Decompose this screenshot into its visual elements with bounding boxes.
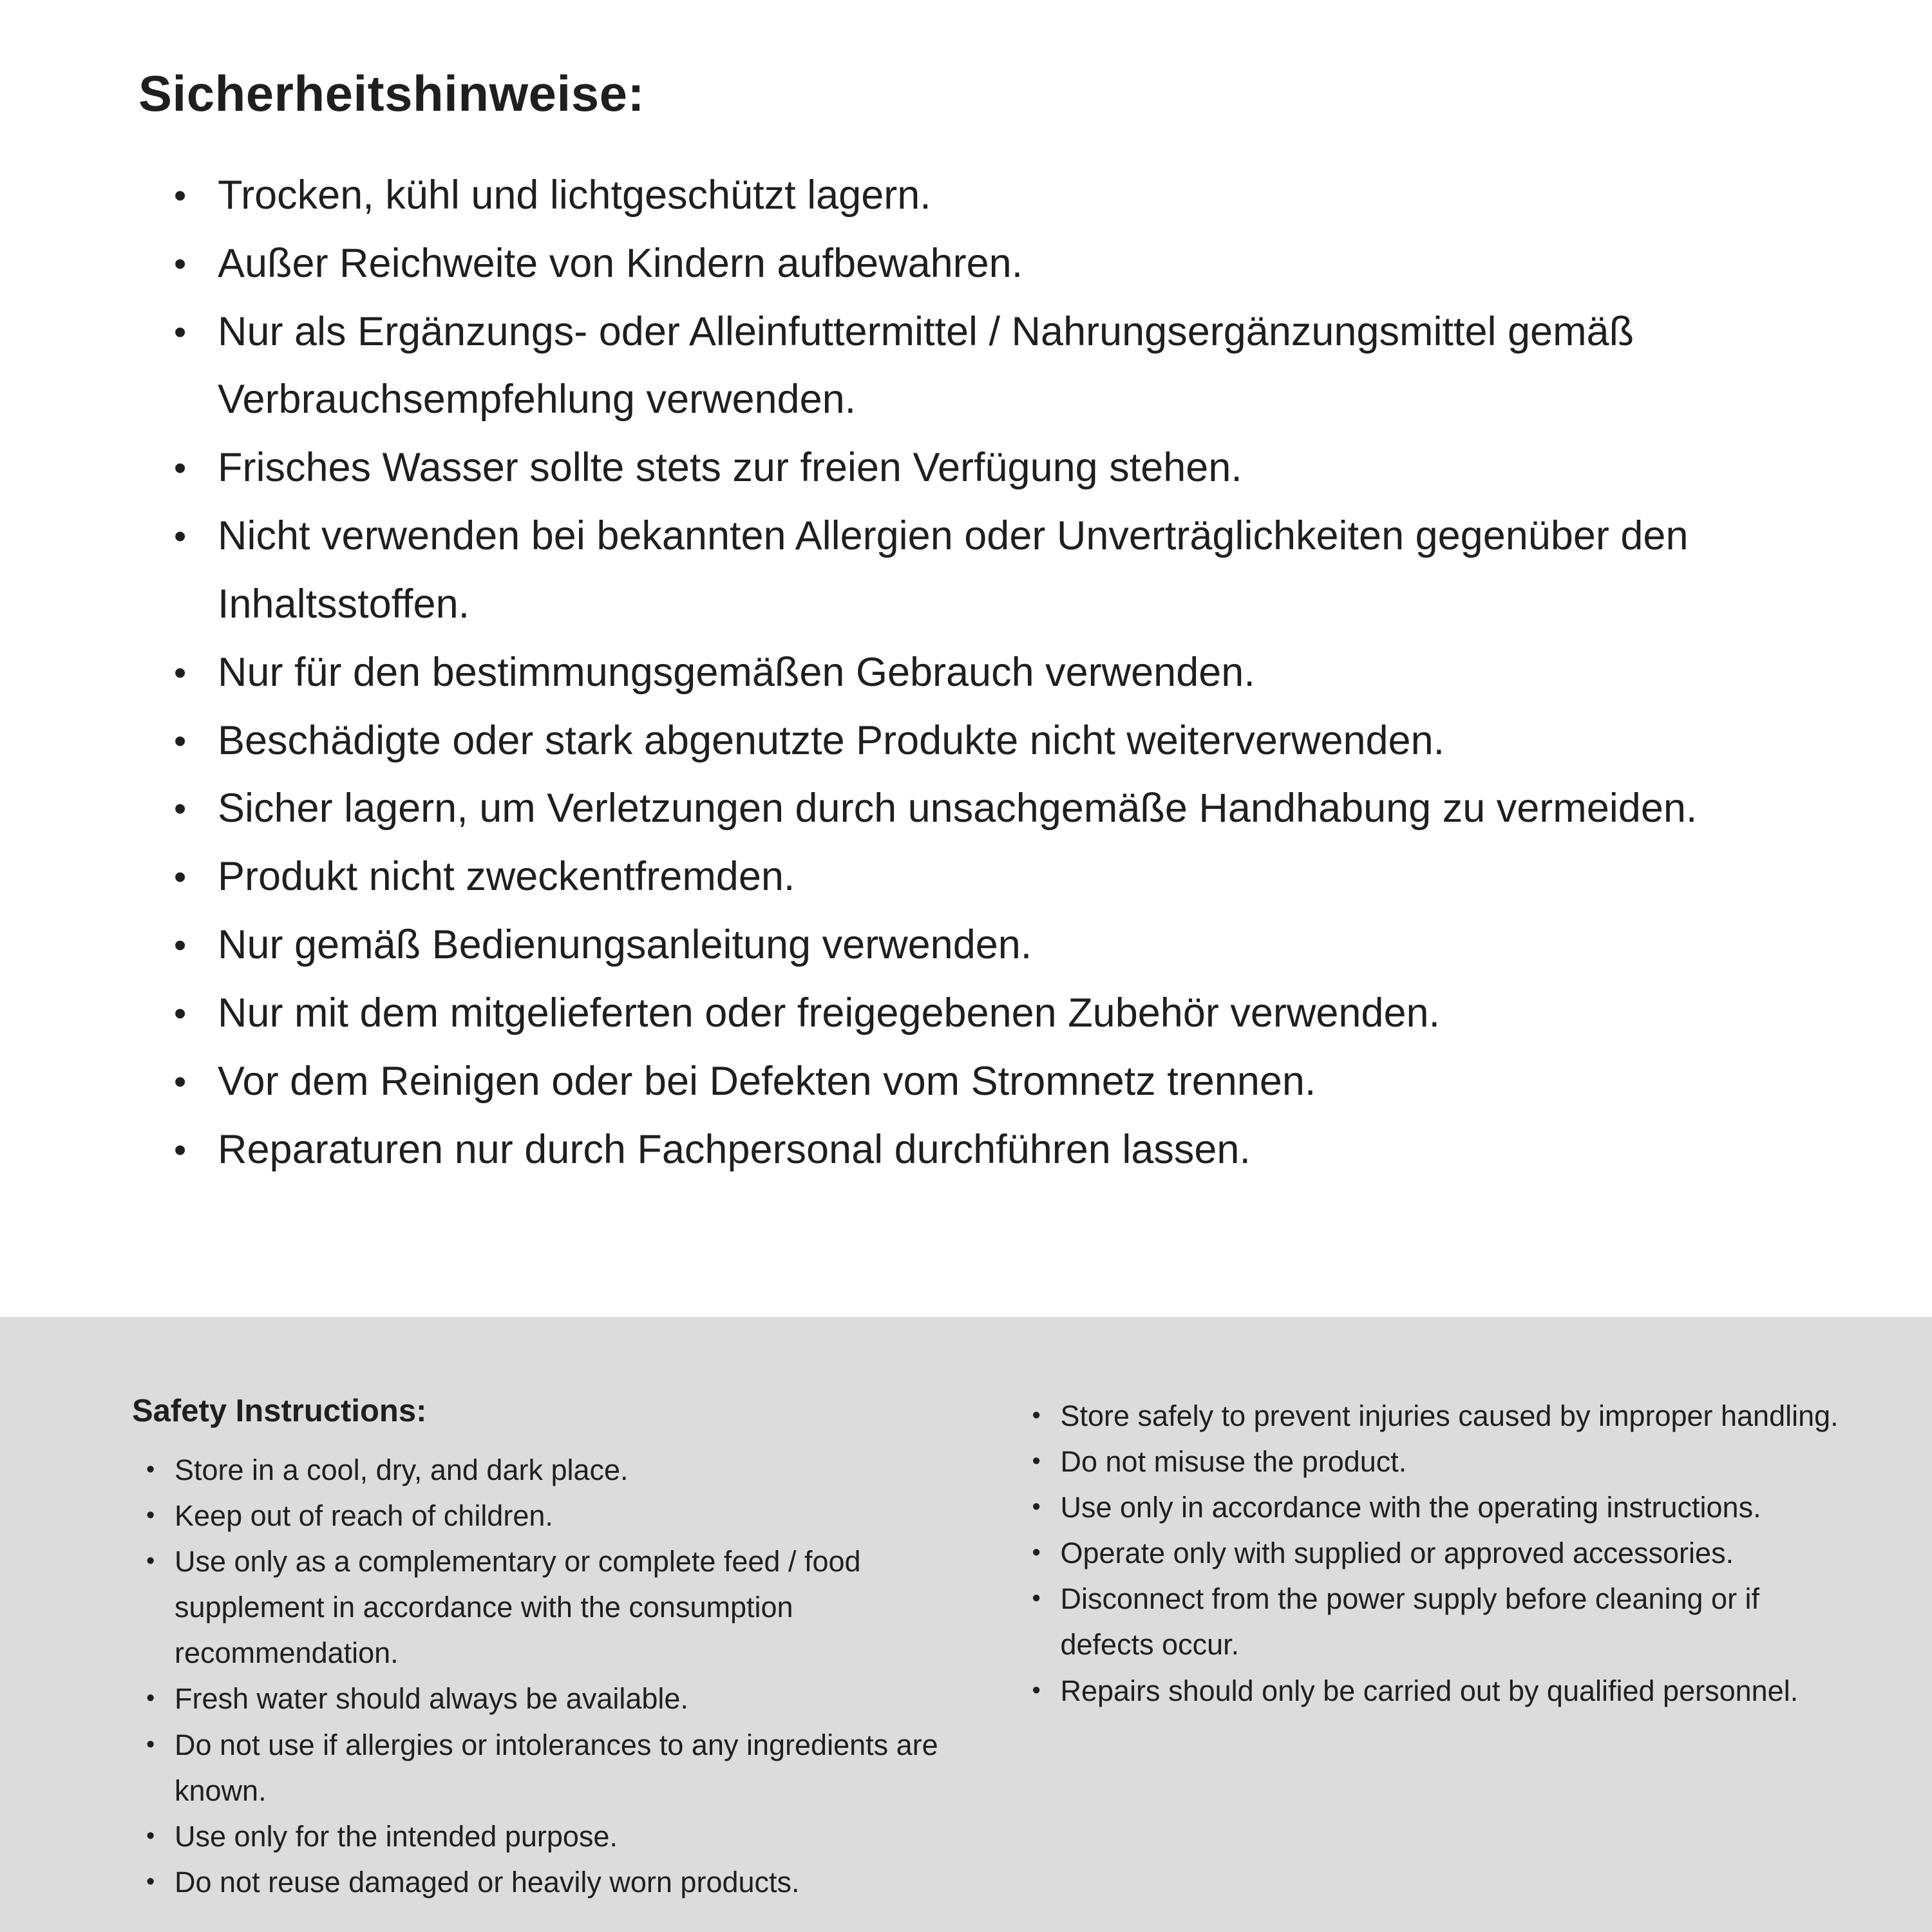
list-item (1032, 1530, 1849, 1576)
list-item-text: Vor dem Reinigen oder bei Defekten vom Stromnetz trennen. (218, 1058, 1316, 1104)
list-item (174, 162, 1816, 230)
bullet-icon: • (146, 1685, 155, 1712)
english-right-bullet-list (1032, 1393, 1849, 1714)
bullet-icon: • (146, 1548, 155, 1575)
list-item (174, 707, 1816, 775)
list-item (146, 1447, 949, 1493)
list-item-text: Trocken, kühl und lichtgeschützt lagern. (218, 173, 931, 218)
english-safety-section (0, 1317, 1932, 1932)
list-item-text: Keep out of reach of children. (175, 1499, 553, 1533)
bullet-icon: • (1032, 1448, 1041, 1475)
bullet-icon: • (146, 1456, 155, 1483)
list-item (174, 434, 1816, 502)
english-section-title: Safety Instructions: (132, 1394, 427, 1428)
bullet-icon: • (174, 720, 187, 761)
list-item-text: Nur gemäß Bedienungsanleitung verwenden. (218, 922, 1032, 968)
english-right-column (1032, 1393, 1849, 1932)
bullet-icon: • (174, 311, 187, 352)
bullet-icon: • (174, 788, 187, 829)
list-item (174, 298, 1816, 435)
bullet-icon: • (146, 1868, 155, 1895)
bullet-icon: • (146, 1730, 155, 1758)
bullet-icon: • (174, 925, 187, 965)
list-item (146, 1859, 949, 1905)
list-item-text: Nicht verwenden bei bekannten Allergien oder Unverträglichkeiten gegenüber den Inhaltsstoffen. (218, 513, 1689, 627)
list-item-text: Nur mit dem mitgelieferten oder freigegebenen Zubehör verwenden. (218, 990, 1441, 1036)
bullet-icon: • (1032, 1539, 1041, 1567)
english-left-column (132, 1393, 949, 1932)
bullet-icon: • (1032, 1402, 1041, 1429)
list-item-text: Außer Reichweite von Kindern aufbewahren. (218, 240, 1023, 286)
list-item (174, 502, 1816, 639)
list-item (174, 775, 1816, 843)
english-left-bullet-list (132, 1447, 949, 1905)
bullet-icon: • (174, 175, 187, 215)
bullet-icon: • (174, 992, 187, 1033)
list-item-text: Nur für den bestimmungsgemäßen Gebrauch verwenden. (218, 649, 1255, 695)
list-item-text: Operate only with supplied or approved accessories. (1060, 1537, 1734, 1570)
list-item-text: Disconnect from the power supply before cleaning or if defects occur. (1060, 1582, 1760, 1662)
list-item (1032, 1439, 1849, 1484)
list-item-text: Do not use if allergies or intolerances to any ingredients are known. (175, 1728, 938, 1807)
list-item (146, 1493, 949, 1539)
list-item-text: Nur als Ergänzungs- oder Alleinfuttermittel / Nahrungsergänzungsmittel gemäß Verbrauchsempfehlung verwenden. (218, 308, 1634, 422)
list-item-text: Use only as a complementary or complete feed / food supplement in accordance with the consumption recommendation. (175, 1545, 861, 1670)
list-item-text: Do not misuse the product. (1060, 1445, 1407, 1479)
list-item (174, 230, 1816, 298)
bullet-icon: • (146, 1822, 155, 1850)
bullet-icon: • (174, 516, 187, 556)
list-item (146, 1539, 949, 1676)
german-bullet-list (138, 162, 1816, 1184)
list-item-text: Use only for the intended purpose. (175, 1819, 618, 1853)
list-item (146, 1676, 949, 1721)
list-item-text: Reparaturen nur durch Fachpersonal durchführen lassen. (218, 1126, 1251, 1172)
bullet-icon: • (174, 1061, 187, 1101)
list-item (146, 1722, 949, 1814)
list-item-text: Store in a cool, dry, and dark place. (175, 1454, 629, 1486)
bullet-icon: • (174, 243, 187, 283)
list-item-text: Sicher lagern, um Verletzungen durch unsachgemäße Handhabung zu vermeiden. (218, 786, 1698, 831)
list-item (146, 1814, 949, 1859)
list-item-text: Repairs should only be carried out by qualified personnel. (1060, 1674, 1799, 1707)
bullet-icon: • (174, 1129, 187, 1170)
list-item (174, 1116, 1816, 1184)
list-item (174, 980, 1816, 1048)
bullet-icon: • (174, 857, 187, 897)
list-item (174, 639, 1816, 707)
list-item-text: Fresh water should always be available. (175, 1682, 688, 1716)
list-item (174, 911, 1816, 980)
list-item (174, 1048, 1816, 1116)
list-item-text: Frisches Wasser sollte stets zur freien Verfügung stehen. (218, 445, 1242, 491)
bullet-icon: • (1032, 1676, 1041, 1704)
bullet-icon: • (1032, 1493, 1041, 1521)
bullet-icon: • (1032, 1585, 1041, 1613)
bullet-icon: • (174, 652, 187, 692)
list-item-text: Use only in accordance with the operating instructions. (1060, 1491, 1761, 1524)
bullet-icon: • (146, 1502, 155, 1530)
list-item (1032, 1576, 1849, 1667)
list-item (1032, 1668, 1849, 1714)
list-item-text: Do not reuse damaged or heavily worn products. (175, 1865, 800, 1899)
bullet-icon: • (174, 448, 187, 488)
list-item-text: Store safely to prevent injuries caused by improper handling. (1060, 1399, 1839, 1432)
list-item-text: Beschädigte oder stark abgenutzte Produkte nicht weiterverwenden. (218, 717, 1445, 763)
list-item (1032, 1393, 1849, 1439)
list-item (1032, 1484, 1849, 1530)
list-item-text: Produkt nicht zweckentfremden. (218, 854, 795, 900)
german-section-title: Sicherheitshinweise: (138, 65, 645, 122)
list-item (174, 843, 1816, 911)
